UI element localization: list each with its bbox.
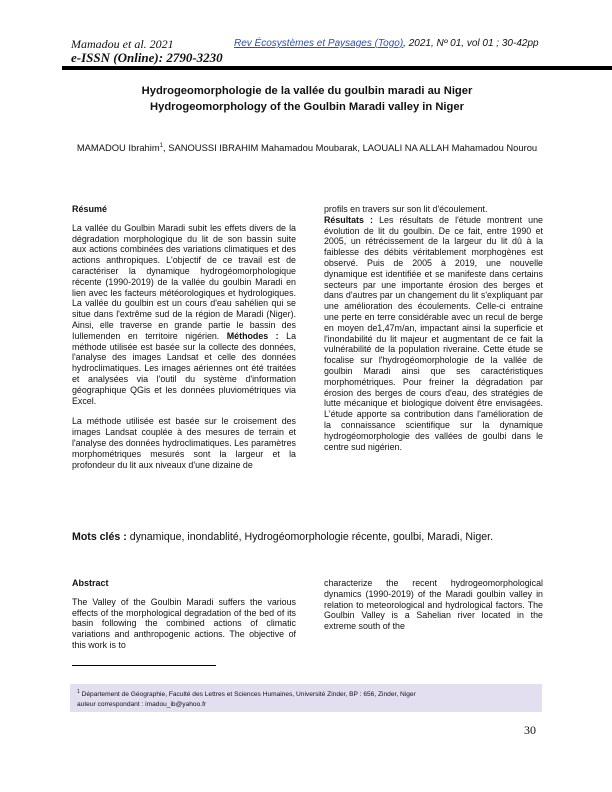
header-divider — [62, 66, 612, 70]
first-author: MAMADOU Ibrahim — [76, 142, 160, 154]
other-authors: , SANOUSSI IBRAHIM Mahamadou Moubarak, LAOUALI NA ALLAH Mahamadou Nourou — [163, 142, 538, 154]
resume-paragraph-1 — [72, 223, 296, 407]
resume-intro-text: La vallée du Goulbin Maradi subit les effets divers de la dégradation morphologique du lit de son bassin suite aux actions combinées des variations climatiques et des actions anthropiques. L'objectif de ce travail est de caractériser la dynamique hydrogéomorphologique récente (1990-2019) de la vallée du goulbin Maradi en lien avec les facteurs météorologiques et hydrologiques. La vallée du goulbin est un cours d'eau sahélien qui se situe dans l'extrême sud de la région de Maradi (Niger). Ainsi, elle traverse en grande partie le bassin des Iullemenden en territoire nigérien. — [72, 222, 296, 341]
keywords-text: dynamique, inondablité, Hydrogéomorphologie récente, goulbi, Maradi, Niger. — [126, 531, 494, 543]
header-issn: e-ISSN (Online): 2790-3230 — [71, 50, 223, 65]
resultats-label: Résultats : — [324, 214, 373, 225]
abstract-paragraph-left: The Valley of the Goulbin Maradi suffers the various effects of the morphological degradation of the bed of its basin following the combined actions of climatic variations and anthropogenic actions. The objective of this work is to — [72, 596, 296, 650]
resume-column-right — [324, 204, 543, 452]
affiliation-line — [77, 687, 542, 700]
resume-heading: Résumé — [72, 204, 108, 214]
resume-column-left — [72, 204, 296, 470]
resume-paragraph-2: La méthode utilisée est basée sur le croisement des images Landsat couplée à des mesures de terrain et l'analyse des données hydroclimatiques. Les paramètres morphométriques mesurés sont la largeur et la profondeur du lit aux niveaux d'une dizaine de — [72, 416, 296, 470]
abstract-column-left — [72, 578, 296, 651]
resultats-paragraph — [324, 215, 543, 453]
footnote-separator — [72, 665, 216, 666]
resume-continuation: profils en travers sur son lit d'écoulement. — [324, 204, 488, 214]
corresponding-author: auteur correspondant : imadou_ib@yahoo.fr — [77, 701, 207, 709]
header-authors-year: Mamadou et al. 2021 — [71, 37, 174, 51]
journal-link[interactable]: Rev Écosystèmes et Paysages (Togo) — [234, 38, 404, 49]
title-english: Hydrogeomorphology of the Goulbin Maradi valley in Niger — [150, 101, 464, 113]
title-french: Hydrogeomorphologie de la vallée du goulbin maradi au Niger — [141, 85, 473, 97]
keywords-label: Mots clés : — [72, 531, 127, 543]
methodes-label: Méthodes : — [226, 330, 279, 341]
abstract-heading: Abstract — [72, 578, 109, 588]
author-list — [72, 140, 542, 154]
methodes-text: La méthode utilisée est basée sur la collecte des données, l'analyse des images Landsat et celle des données hydroclimatiques. Les images aériennes ont été traitées et analysées via l'outil du système d'information géographique QGis et les données pluviométriques via Excel. — [72, 330, 297, 406]
article-title — [72, 83, 542, 115]
affiliation-text: Département de Géographie, Faculté des Lettres et Sciences Humaines, Université Zinder, BP : 656, Zinder, Niger — [79, 691, 416, 699]
abstract-column-right — [324, 578, 543, 632]
running-header-right — [234, 38, 539, 49]
volume-info: , 2021, Nº 01, vol 01 ; 30-42pp — [403, 38, 539, 49]
page-number: 30 — [524, 723, 536, 737]
footnote-marker: 1 — [77, 689, 80, 695]
affiliation-marker: 1 — [159, 143, 164, 149]
keywords-line — [72, 531, 493, 543]
footnote-box — [70, 684, 542, 712]
resultats-text: Les résultats de l'étude montrent une évolution de lit du goulbin. De ce fait, entre 1990 et 2005, un rétrécissement de la largeur du lit dû à la faiblesse des débits véritablement morphogènes est observé. Puis de 2005 à 2019, une nouvelle dynamique est identifiée et se manifeste dans certains secteurs par une importante érosion des berges et dans d'autres par un changement du lit s'expliquant par une amélioration des écoulements. Celle-ci entraine une perte en terre considérable avec un recul de berge en moyen de1,47m/an, impactant ainsi la superficie et l'inondabilité du lit majeur et augmentant de ce fait la vulnérabilité de la population riveraine. Cette étude se focalise sur l'hydrogéomorphologie de la vallée de goulbin Maradi ainsi que ses caractéristiques morphométriques. Pour freiner la dégradation par érosion des berges de cours d'eau, des stratégies de lutte mécanique et biologique doivent être envisagées. L'étude apporte sa contribution dans l'amélioration de la connaissance scientifique sur la dynamique hydrogéomorphologie des vallées de goulbi dans le centre sud nigérien. — [324, 214, 543, 452]
running-header-left — [71, 37, 223, 65]
abstract-paragraph-right: characterize the recent hydrogeomorphological dynamics (1990-2019) of the Maradi goulbin valley in relation to meteorological and hydrological factors. The Goulbin Valley is a Sahelian river located in the extreme south of the — [324, 578, 543, 632]
